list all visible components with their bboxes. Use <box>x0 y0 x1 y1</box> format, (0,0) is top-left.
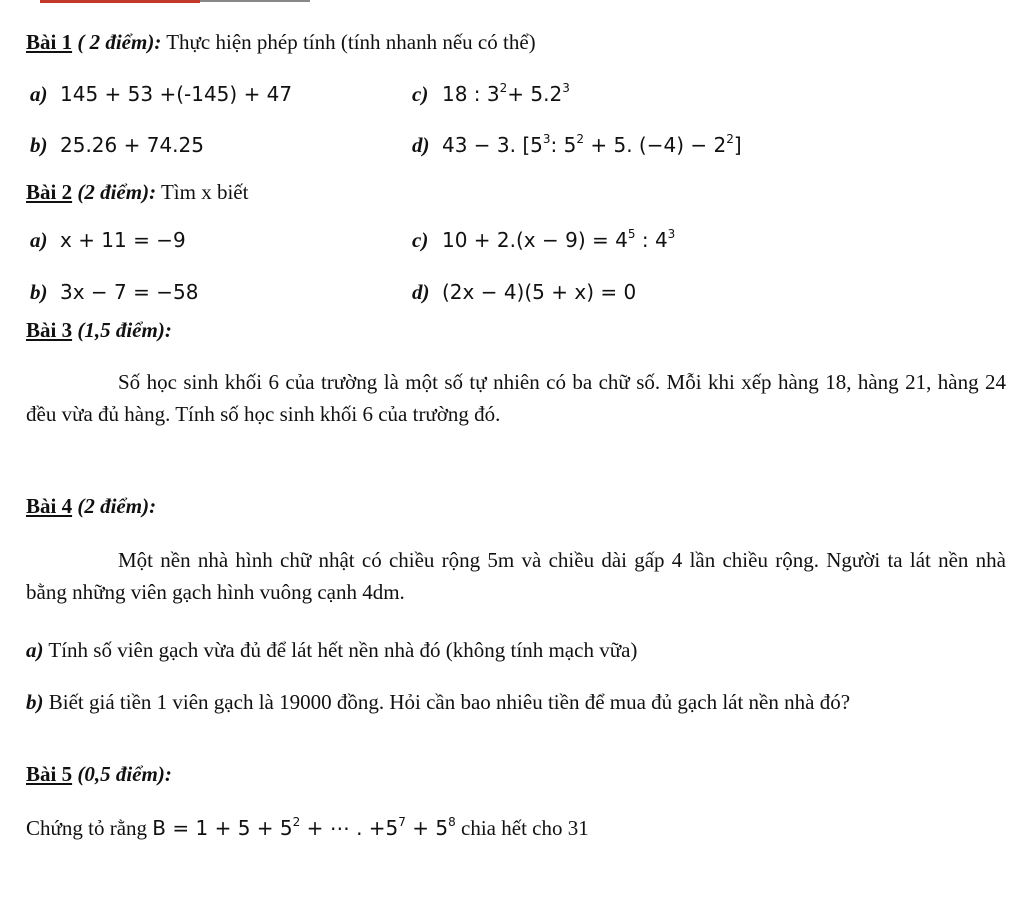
bai5-text-2: chia hết cho 31 <box>455 816 589 840</box>
bai2-d-label: d) <box>412 280 430 304</box>
bai5-statement <box>26 816 589 841</box>
top-decoration-red <box>40 0 200 3</box>
bai5-title: Bài 5 <box>26 762 73 786</box>
bai4-a-label: a) <box>26 638 44 662</box>
bai2-b <box>30 280 198 305</box>
bai1-a-label: a) <box>30 82 48 106</box>
bai4-b-text: Biết giá tiền 1 viên gạch là 19000 đồng. Hỏi cần bao nhiêu tiền để mua đủ gạch lát nền nhà đó? <box>43 690 851 714</box>
bai1-b-expr: 25.26 + 74.25 <box>60 133 204 157</box>
bai4-text: Một nền nhà hình chữ nhật có chiều rộng 5m và chiều dài gấp 4 lần chiều rộng. Người ta lát nền nhà bằng những viên gạch hình vuông cạnh 4dm. <box>26 548 1006 604</box>
bai4-b-label: b) <box>26 690 44 714</box>
bai1-c-expr: 18 : $3^2+ 5.2^3$ <box>442 81 570 106</box>
bai1-b-label: b) <box>30 133 48 157</box>
bai1-b <box>30 133 204 158</box>
bai2-c-expr: $10 + 2.(x - 9) = 4^5$ : $4^3$ <box>442 227 676 252</box>
bai1-header <box>26 30 536 55</box>
bai2-c <box>412 228 675 253</box>
bai3-title: Bài 3 <box>26 318 73 342</box>
bai5-expr: $B = 1 + 5 + 5^2$ + ⋯ . $+5^7 + 5^8$ <box>152 815 456 840</box>
bai1-desc: Thực hiện phép tính (tính nhanh nếu có thể) <box>161 30 536 54</box>
bai2-points: (2 điểm): <box>72 180 157 204</box>
bai2-c-label: c) <box>412 228 429 252</box>
bai1-points: ( 2 điểm): <box>72 30 162 54</box>
bai1-a <box>30 82 292 107</box>
bai4-title: Bài 4 <box>26 494 73 518</box>
bai1-title: Bài 1 <box>26 30 73 54</box>
bai2-a <box>30 228 186 253</box>
bai4-b <box>26 686 1006 718</box>
bai1-c-label: c) <box>412 82 429 106</box>
bai2-header <box>26 180 248 205</box>
bai3-header <box>26 318 172 343</box>
bai5-text-1: Chứng tỏ rằng <box>26 816 153 840</box>
bai2-b-expr: 3x − 7 = −58 <box>60 280 199 304</box>
bai1-d-expr: 43 − 3. [$5^3$: $5^2 + 5$. $(-4) - 2^2$] <box>442 132 742 157</box>
bai4-points: (2 điểm): <box>72 494 157 518</box>
bai1-d-label: d) <box>412 133 430 157</box>
bai4-header <box>26 494 156 519</box>
top-decoration-gray <box>200 0 310 2</box>
bai2-d <box>412 280 636 305</box>
bai1-d <box>412 133 742 158</box>
bai1-c <box>412 82 570 107</box>
bai2-desc: Tìm x biết <box>156 180 249 204</box>
bai4-a-text: Tính số viên gạch vừa đủ để lát hết nền nhà đó (không tính mạch vữa) <box>43 638 638 662</box>
bai3-text: Số học sinh khối 6 của trường là một số tự nhiên có ba chữ số. Mỗi khi xếp hàng 18, hàng 21, hàng 24 đều vừa đủ hàng. Tính số học sinh khối 6 của trường đó. <box>26 370 1006 426</box>
bai2-d-expr: (2x − 4)(5 + x) = 0 <box>442 280 637 304</box>
bai2-b-label: b) <box>30 280 48 304</box>
bai1-a-expr: 145 + 53 +(-145) + 47 <box>60 82 293 106</box>
bai3-points: (1,5 điểm): <box>72 318 172 342</box>
bai2-title: Bài 2 <box>26 180 73 204</box>
bai2-a-expr: x + 11 = −9 <box>60 228 186 252</box>
bai5-points: (0,5 điểm): <box>72 762 172 786</box>
bai4-a <box>26 634 1006 666</box>
bai5-header <box>26 762 172 787</box>
bai2-a-label: a) <box>30 228 48 252</box>
